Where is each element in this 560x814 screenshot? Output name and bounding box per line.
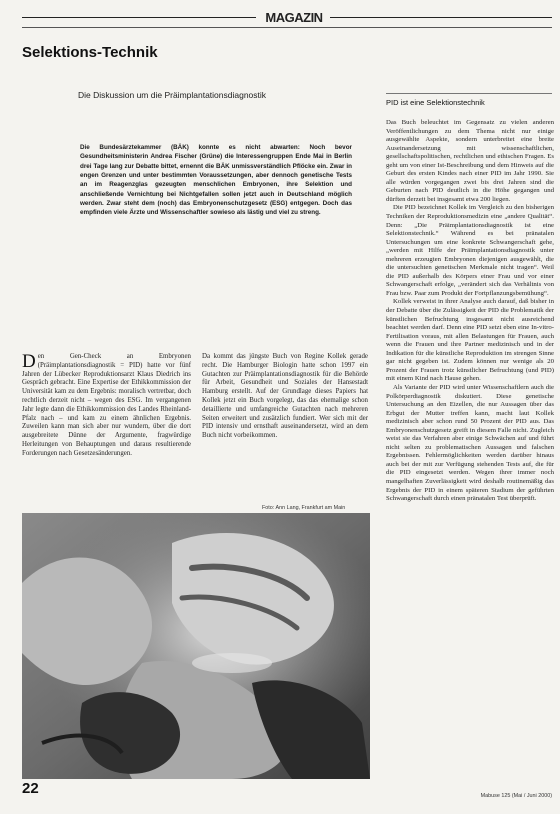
sidebar-paragraph: Die PID bezeichnet Kollek im Vergleich zu den bisherigen Techniken der Reproduktionsmedizin eine „andere Qualität“. Denn: „Die Präimplantationsdiagnostik ist eine Selektionstechnik.“ Während es bei pränatalen Untersuchungen um eine konkrete Schwangerschaft gehe, „werden mit Hilfe der Präimplantationsdiagnostik unter mehreren erzeugten Embryonen diejenigen ausgewählt, die die untersuchten genetischen Merkmale nicht tragen“. Weil die PID außerhalb des Körpers einer Frau und vor einer Schwangerschaft erfolge, „verändert sich das Verhältnis von Frau bzw. Paar zum Produkt der Fortpflanzungsbemühung“. — [386, 204, 554, 297]
sidebar-paragraph: Das Buch beleuchtet im Gegensatz zu vielen anderen Veröffentlichungen zu dem Thema nicht nur einige ausgewählte Aspekte, sondern unterbreitet eine breite Auseinandersetzung mit wissenschaftlichen, gesellschaftspolitischen, rechtlichen und ethischen Fragen. Es geht um von einer Ist-Beschreibung und dem Hinweis auf die Geburt des ersten Kindes nach einer PID im Jahr 1990. Sie alle würden vorgegangen zwei bis drei Jahren sind die Geburten nach PID deutlich in die Höhe gegangen und dürften derzeit bei insgesamt etwa 200 liegen. — [386, 119, 554, 203]
article-headline: Selektions-Technik — [22, 44, 158, 61]
sidebar-paragraph: Kollek verweist in ihrer Analyse auch darauf, daß bisher in der Debatte über die Zulässigkeit der PID die Problematik der künstlichen Befruchtung insgesamt nicht ausreichend beachtet werden darf. Denn eine PID setzt eben eine In-vitro-Fertilisation voraus, mit allen Belastungen für Frauen, auch wenn die Frauen und ihre Partner medizinisch und in der Indikation für die künstliche Reproduktion im strengen Sinne gar nicht gegeben ist. Zudem können nur wenige als 20 Prozent der Frauen trotz künstlicher Befruchtung (und PID) mit einem Kind nach Hause gehen. — [386, 298, 554, 383]
column-2-paragraph: Da kommt das jüngste Buch von Regine Kollek gerade recht. Die Hamburger Biologin hatte schon 1997 ein Gutachten zur Präimplantationsdiagnostik für die Behörde für Arbeit, Gesundheit und Soziales der Hansestadt Hamburg erstellt. Auf der Grundlage dieses Papiers hat Kollek jetzt ein Buch vorgelegt, das das ehemalige schon detaillierte und umfangreiche Gutachten nach mehreren Seiten erweitert und zusätzlich fundiert. Wer sich mit der PID intensiv und ernsthaft auseinandersetzt, wird an dem Buch nicht vorbeikommen. — [202, 353, 368, 440]
sidebar-rule — [386, 93, 552, 94]
article-column-1 — [22, 353, 191, 459]
column-1-paragraph — [22, 353, 191, 459]
header-rule-left — [22, 17, 256, 18]
section-label: MAGAZIN — [265, 10, 323, 25]
article-column-2 — [202, 353, 368, 441]
article-kicker: Die Diskussion um die Präimplantationsdiagnostik — [78, 90, 267, 100]
sidebar-paragraph: Als Variante der PID wird unter Wissenschaftlern auch die Polkörperdiagnostik diskutiert. Diese genetische Untersuchung an den Eizellen, die nur Aussagen über das Erbgut der Mutter treffen kann, macht laut Kollek medizinisch aber schon rund 50 Prozent der PID aus. Das Embryonenschutzgesetz greift in diesem Falle nicht. Zugleich weist sie das Verfahren aber einige Schwächen auf und führt nicht selten zu problematischen Aussagen und falschen Ergebnissen. Fehlermöglichkeiten werden darüber hinaus auch bei der mit zur Verfügung stehenden Tests auf, die für die PID eingesetzt werden. Wegen ihrer immer noch mangelhaften Zuverlässigkeit wird deshalb routinemäßig das Ergebnis der PID in einem späteren Stadium der geführten Schwangerschaft durch einen pränatalen Test überprüft. — [386, 383, 554, 503]
drop-cap: D — [22, 351, 36, 372]
page-number: 22 — [22, 780, 39, 797]
issue-info: Mabuse 125 (Mai / Juni 2000) — [480, 793, 552, 799]
hands-photo-illustration — [22, 513, 370, 779]
header-rule-under — [22, 27, 552, 28]
sidebar-title: PID ist eine Selektionstechnik — [386, 98, 485, 107]
column-1-text: en Gen-Check an Embryonen (Präimplantationsdiagnostik = PID) hatte vor fünf Jahren der Lübecker Reproduktionsarzt Klaus Diedrich ins Gespräch gebracht. Eine Expertise der Ethikkommission der Universität kam zu dem Ergebnis: moralisch vertretbar, doch rechtlich derzeit nicht – wegen des ESG. Im vergangenen Jahr legte dann die Ethikkommission des Landes Rheinland-Pfalz nach – und kam zu einem ähnlichen Ergebnis. Zuweilen kann man sich aber nur wundern, über die dort ausgebreitete Dünne der Argumente, fragwürdige Herleitungen von Behauptungen und daraus resultierende Forderungen nach Gesetzesänderungen. — [22, 353, 191, 457]
article-photo — [22, 513, 370, 779]
photo-credit: Foto: Ann Lang, Frankfurt am Main — [262, 505, 346, 511]
article-lead: Die Bundesärztekammer (BÄK) konnte es nicht abwarten: Noch bevor Gesundheitsministerin Andrea Fischer (Grüne) die Interessengruppen Ende Mai in Berlin drei Tage lang zur Debatte bittet, ernennt die BÄK unmissverständlich Pflöcke ein. Zwar in engen Grenzen und unter bestimmten Voraussetzungen, aber dennoch genetische Tests an im Reagenzglas gezeugten menschlichen Embryonen, ihre Selektion und anschließende Vernichtung bei Nichtgefallen sollen jetzt auch in Deutschland möglich werden. Zwar steht dem (noch) das Embryonenschutzgesetz (ESG) entgegen. Doch das empfinden viele Ärzte und Wissenschaftler sowieso als lästig und viel zu streng. — [80, 144, 352, 217]
sidebar-column — [386, 119, 554, 504]
header-rule-right — [330, 17, 552, 18]
